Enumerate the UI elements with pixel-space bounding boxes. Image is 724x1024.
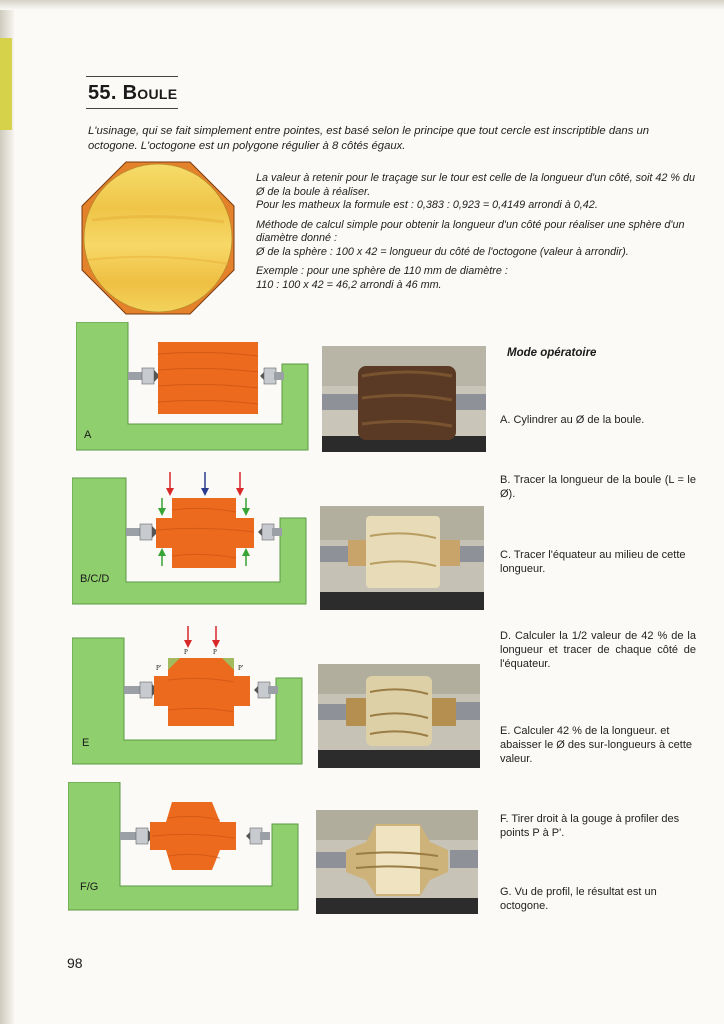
lathe-diagram-bcd [72,470,308,606]
lathe-diagram-e [72,624,308,768]
formula-para-6: 110 : 100 x 42 = 46,2 arrondi à 46 mm. [256,278,442,291]
step-e-text: E. Calculer 42 % de la longueur. et abaisser le Ø des sur-longueurs à cette valeur. [500,725,692,765]
formula-text-block [256,172,706,292]
formula-para-4: Ø de la sphère : 100 x 42 = longueur du côté de l'octogone (valeur à arrondir). [256,245,629,258]
formula-para-2: Pour les matheux la formule est : 0,383 : 0,923 = 0,4149 arrondi à 0,42. [256,199,598,211]
diagram-fg-label: F/G [80,881,99,893]
step-d-text: D. Calculer la 1/2 valeur de 42 % de la longueur et tracer de chaque côté de l'équateur. [500,630,696,670]
title-rule-top [86,76,178,77]
photo-bcd-tracing [320,506,484,610]
step-b-text: B. Tracer la longueur de la boule (L = le Ø). [500,474,696,500]
page-number: 98 [67,955,83,971]
formula-para-1: La valeur à retenir pour le traçage sur le tour est celle de la longueur d'un côté, soit 42 % du Ø de la boule à réaliser. [256,172,695,198]
intro-paragraph: L'usinage, qui se fait simplement entre pointes, est basé selon le principe que tout cercle est inscriptible dans un octogone. L'octogone est un polygone régulier à 8 côtés égaux. [88,125,650,152]
diagram-e-label: E [82,737,90,749]
mode-operatoire-title: Mode opératoire [507,347,597,359]
mark-pprime-right: P' [238,664,244,672]
diagram-a-label: A [84,429,92,441]
section-word: Boule [122,82,178,104]
photo-e-reducing [318,664,480,768]
step-g-text: G. Vu de profil, le résultat est un octogone. [500,886,657,912]
page-title [88,82,177,105]
lathe-diagram-fg [68,782,302,914]
mark-p-left: P [184,648,188,656]
step-a-text: A. Cylindrer au Ø de la boule. [500,414,645,426]
section-number: 55. [88,82,117,104]
formula-para-5: Exemple : pour une sphère de 110 mm de diamètre : [256,265,508,277]
title-rule-bottom [86,108,178,109]
photo-a-cylinder [322,346,486,452]
step-c-text: C. Tracer l'équateur au milieu de cette longueur. [500,549,686,575]
photo-fg-octagon [316,810,478,914]
step-f-text: F. Tirer droit à la gouge à profiler des points P à P'. [500,813,680,839]
formula-para-3: Méthode de calcul simple pour obtenir la longueur d'un côté pour réaliser une sphère d'un diamètre donné : [256,218,685,244]
page-top-shadow [0,0,724,10]
lathe-diagram-a [76,322,310,452]
page-edge-shadow [0,0,14,1024]
chapter-tab [0,38,12,130]
octagon-circle-illustration [80,160,236,316]
mark-pprime-left: P' [156,664,162,672]
mark-p-right: P [213,648,217,656]
diagram-bcd-label: B/C/D [80,573,110,585]
